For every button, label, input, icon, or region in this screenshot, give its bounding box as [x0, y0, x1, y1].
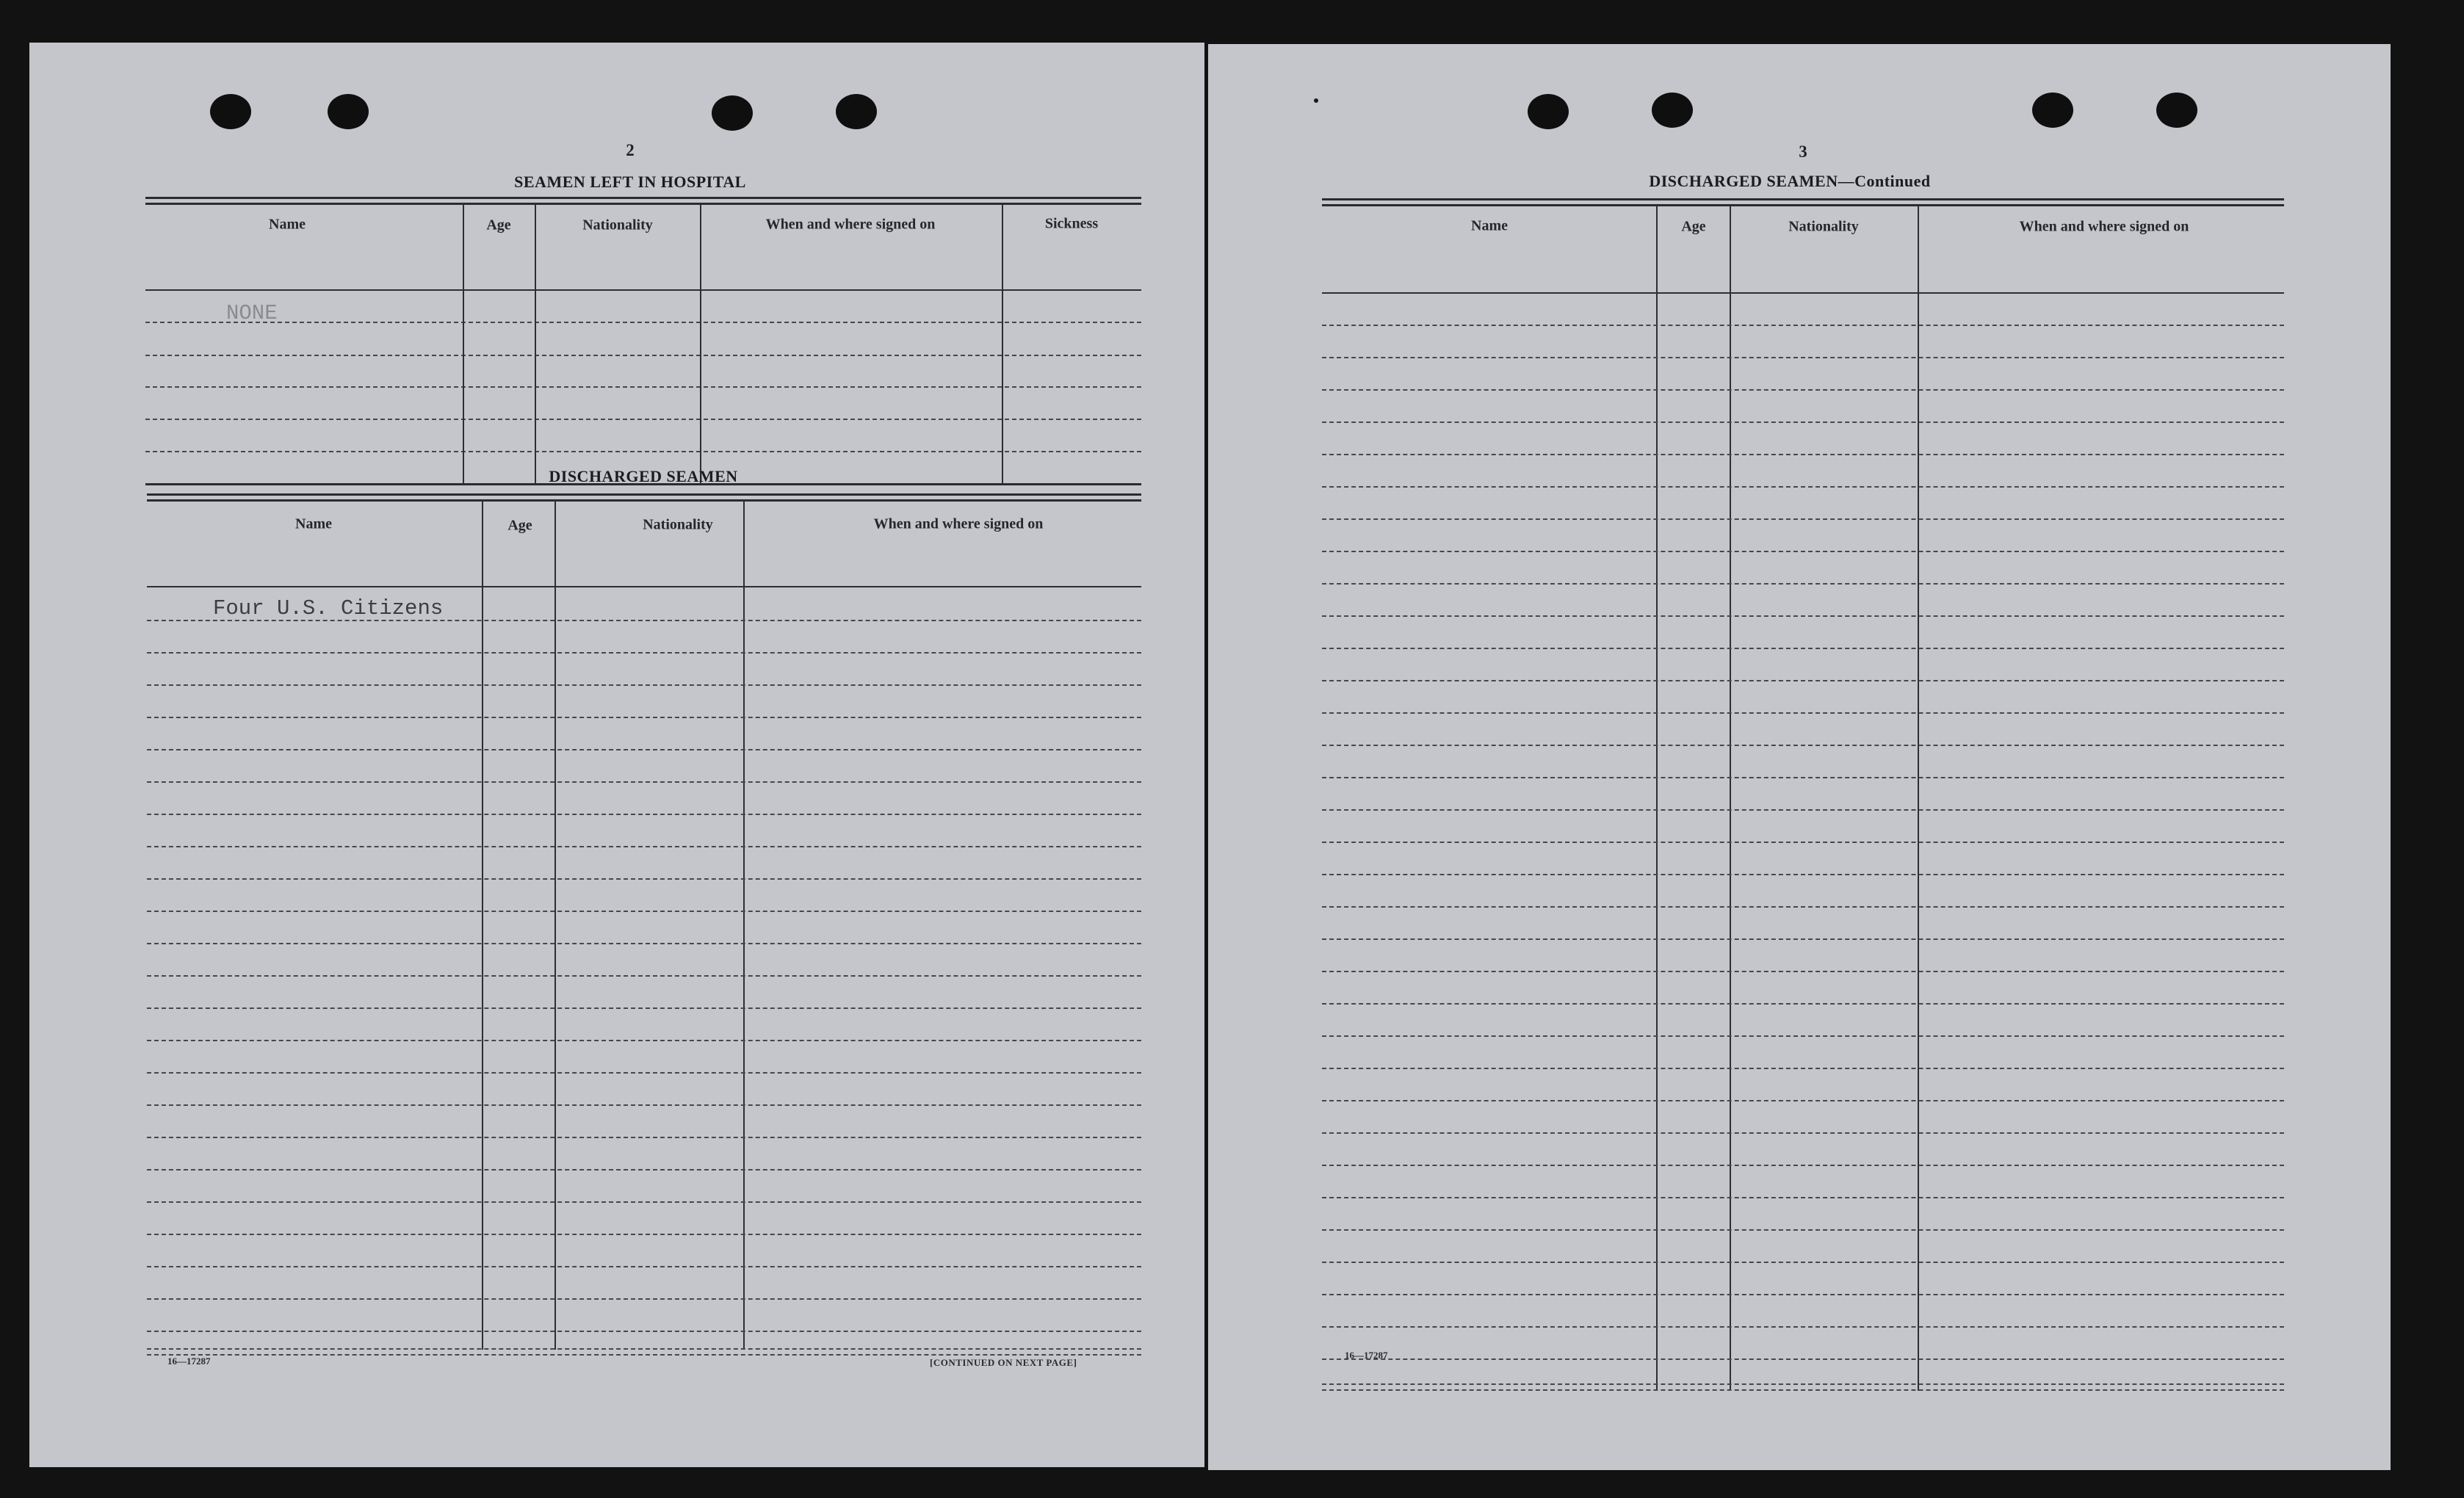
page-number: 2 [626, 141, 635, 159]
column-divider [1002, 204, 1003, 483]
row-line [1322, 1358, 2284, 1360]
row-line [147, 814, 1141, 815]
column-header-name: Name [1471, 217, 1508, 234]
row-line [1322, 325, 2284, 326]
punch-hole [1652, 93, 1693, 128]
discharged-section-title: DISCHARGED SEAMEN [549, 467, 738, 485]
discharged-table [147, 493, 1141, 1405]
column-divider [700, 204, 701, 483]
column-header-age: Age [1681, 218, 1706, 235]
column-header-age: Age [486, 217, 511, 234]
punch-hole [328, 94, 369, 129]
row-line [1322, 357, 2284, 358]
row-line [1322, 1294, 2284, 1295]
row-line [147, 1072, 1141, 1074]
header-divider [147, 586, 1141, 587]
row-line [1322, 454, 2284, 455]
column-divider [743, 501, 745, 1350]
row-line [1322, 1229, 2284, 1231]
row-line [147, 1266, 1141, 1267]
speck [1314, 98, 1318, 103]
row-line [147, 1201, 1141, 1203]
row-line [1322, 971, 2284, 972]
row-line [147, 911, 1141, 912]
row-line [1322, 1035, 2284, 1037]
column-header-name: Name [269, 216, 306, 233]
row-line [1322, 1132, 2284, 1134]
punch-hole [1528, 94, 1569, 129]
table-top-rule [1322, 204, 2284, 206]
discharged-continued-title: DISCHARGED SEAMEN—Continued [1649, 172, 1931, 190]
header-divider [1322, 292, 2284, 294]
row-line [1322, 648, 2284, 649]
row-line [1322, 1326, 2284, 1328]
page-number: 3 [1799, 142, 1807, 161]
header-divider [145, 289, 1141, 291]
row-line [1322, 874, 2284, 875]
row-line [147, 652, 1141, 654]
table-bottom-rule [1322, 1383, 2284, 1385]
hospital-section-title: SEAMEN LEFT IN HOSPITAL [514, 173, 746, 191]
punch-hole [2032, 93, 2073, 128]
row-line [147, 684, 1141, 686]
row-line [1322, 680, 2284, 681]
row-line [147, 620, 1141, 621]
left-page [29, 43, 1204, 1467]
row-line [147, 1137, 1141, 1138]
punch-hole [836, 94, 877, 129]
row-line [1322, 583, 2284, 585]
row-line [147, 878, 1141, 880]
row-line [1322, 745, 2284, 746]
form-number: 16—17287 [167, 1356, 211, 1367]
column-header-nationality: Nationality [643, 516, 713, 533]
punch-hole [210, 94, 251, 129]
column-divider [1730, 206, 1731, 1391]
row-line [1322, 421, 2284, 423]
column-header-sickness: Sickness [1044, 215, 1099, 232]
row-line [147, 781, 1141, 783]
row-line [1322, 1262, 2284, 1263]
row-line [147, 1104, 1141, 1106]
row-line [1322, 938, 2284, 940]
column-header-signed-on: When and where signed on [873, 515, 1044, 532]
row-line [1322, 1197, 2284, 1198]
column-divider [535, 204, 536, 483]
row-line [145, 386, 1141, 388]
row-line [1322, 712, 2284, 714]
row-line [145, 451, 1141, 452]
punch-hole [712, 95, 753, 131]
row-line [1322, 389, 2284, 391]
table-top-rule [145, 203, 1141, 205]
column-divider [1656, 206, 1658, 1391]
table-bottom-rule [1322, 1389, 2284, 1391]
row-line [1322, 518, 2284, 520]
column-header-signed-on: When and where signed on [2019, 218, 2189, 235]
discharged-table-continued [1322, 198, 2284, 1392]
row-line [1322, 906, 2284, 908]
row-line [147, 943, 1141, 944]
form-number: 16—17287 [1345, 1350, 1388, 1361]
row-line [1322, 615, 2284, 617]
row-line [1322, 1100, 2284, 1101]
row-line [1322, 809, 2284, 811]
table-bottom-rule [147, 1354, 1141, 1356]
row-line [147, 1331, 1141, 1332]
table-top-rule [147, 493, 1141, 496]
column-header-nationality: Nationality [582, 217, 653, 234]
hospital-table [145, 197, 1141, 491]
column-divider [554, 501, 556, 1350]
row-line [1322, 1003, 2284, 1005]
row-line [147, 1169, 1141, 1170]
row-line [1322, 551, 2284, 552]
discharged-entry: Four U.S. Citizens [213, 596, 444, 620]
column-header-age: Age [507, 517, 532, 534]
column-divider [1918, 206, 1919, 1391]
row-line [1322, 1165, 2284, 1166]
column-header-nationality: Nationality [1788, 218, 1859, 235]
column-divider [463, 204, 464, 483]
row-line [147, 1007, 1141, 1009]
row-line [1322, 1068, 2284, 1069]
row-line [145, 419, 1141, 420]
punch-hole [2156, 93, 2197, 128]
hospital-entry: NONE [226, 301, 278, 325]
row-line [1322, 777, 2284, 778]
continued-note: [CONTINUED ON NEXT PAGE] [930, 1357, 1077, 1368]
table-top-rule [1322, 198, 2284, 200]
right-page [1208, 44, 2391, 1470]
column-header-name: Name [295, 515, 332, 532]
row-line [1322, 842, 2284, 843]
table-bottom-rule [147, 1348, 1141, 1350]
row-line [147, 749, 1141, 750]
row-line [145, 355, 1141, 356]
row-line [145, 322, 1141, 323]
row-line [147, 846, 1141, 847]
table-top-rule [145, 197, 1141, 199]
column-header-signed-on: When and where signed on [765, 216, 936, 233]
row-line [1322, 486, 2284, 488]
row-line [147, 1040, 1141, 1041]
column-divider [482, 501, 483, 1350]
row-line [147, 1234, 1141, 1235]
row-line [147, 717, 1141, 718]
table-top-rule [147, 499, 1141, 502]
row-line [147, 1298, 1141, 1300]
row-line [147, 975, 1141, 977]
